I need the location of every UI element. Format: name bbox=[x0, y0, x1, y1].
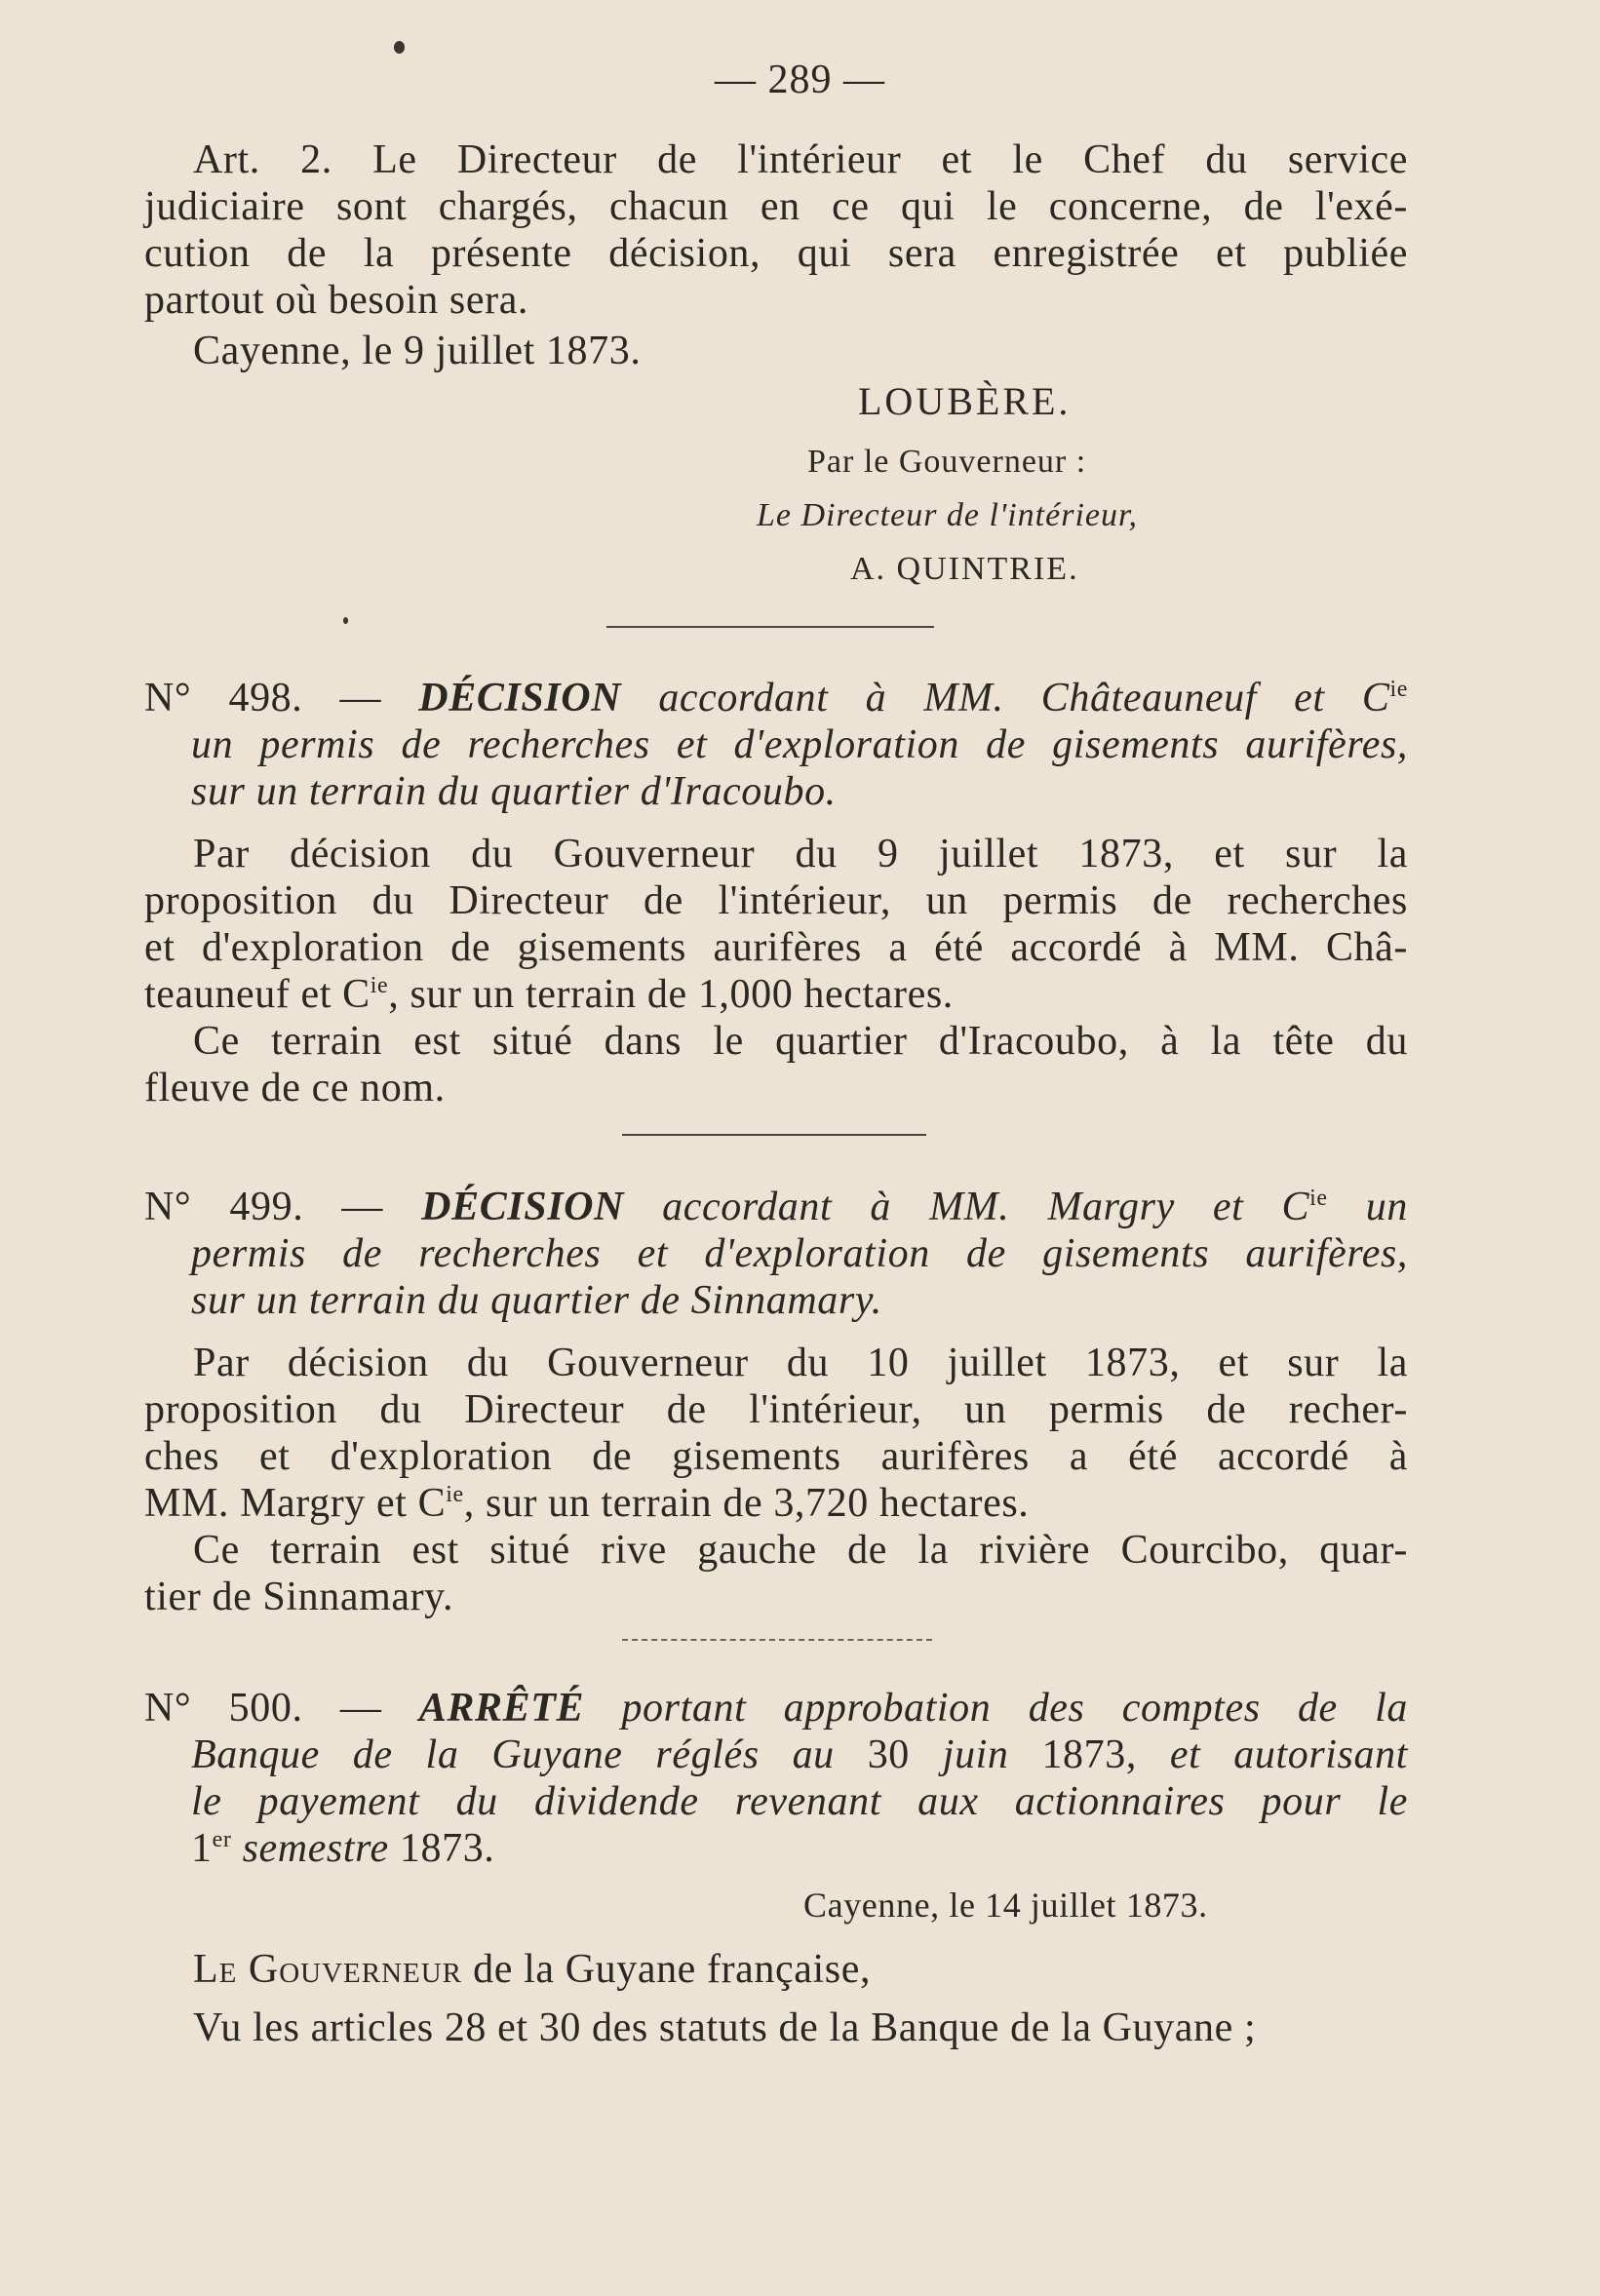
decision-499-title: sur un terrain du quartier de Sinnamary. bbox=[191, 1278, 882, 1323]
governor-signature: LOUBÈRE. bbox=[858, 379, 1072, 423]
body-line: Ce terrain est situé dans le quartier d'Iracoubo, à la tête du bbox=[193, 1019, 1408, 1064]
body-line: Ce terrain est situé rive gauche de la rivière Courcibo, quar- bbox=[193, 1528, 1408, 1573]
article-2-line: judiciaire sont chargés, chacun en ce qui le concerne, de l'exé- bbox=[144, 184, 1408, 229]
directeur-title: Le Directeur de l'intérieur, bbox=[757, 497, 1138, 533]
section-divider bbox=[622, 1134, 926, 1136]
decision-498-heading bbox=[144, 675, 1408, 721]
arrete-500-heading bbox=[144, 1685, 1408, 1732]
arrete-500-title: Banque de la Guyane réglés au 30 juin 1873, et autorisant bbox=[191, 1732, 1408, 1777]
article-2-line: Art. 2. Le Directeur de l'intérieur et le Chef du service bbox=[193, 137, 1408, 182]
decision-498-title: sur un terrain du quartier d'Iracoubo. bbox=[191, 769, 837, 814]
decision-title-part: accordant à MM. Margry et C bbox=[662, 1185, 1310, 1229]
decision-title-part: portant approbation des comptes de la bbox=[621, 1686, 1408, 1731]
decision-kind: DÉCISION bbox=[418, 676, 622, 720]
article-2 bbox=[144, 136, 1408, 374]
superscript: ie bbox=[370, 973, 389, 998]
superscript: er bbox=[212, 1827, 232, 1852]
arrete-500-title: le payement du dividende revenant aux actionnaires pour le bbox=[191, 1779, 1408, 1824]
decision-498 bbox=[144, 675, 1408, 1111]
arrete-500 bbox=[144, 1685, 1408, 2051]
vu-line: Vu les articles 28 et 30 des statuts de la Banque de la Guyane ; bbox=[193, 2005, 1257, 2050]
decision-kind: ARRÊTÉ bbox=[418, 1686, 585, 1731]
body-line: proposition du Directeur de l'intérieur, un permis de recher- bbox=[144, 1387, 1408, 1432]
decision-title-part: accordant à MM. Châteauneuf et C bbox=[658, 676, 1390, 720]
body-line: ches et d'exploration de gisements aurifères a été accordé à bbox=[144, 1434, 1408, 1479]
page-number: — 289 — bbox=[715, 58, 885, 102]
article-2-date: Cayenne, le 9 juillet 1873. bbox=[193, 329, 642, 373]
decision-499-heading bbox=[144, 1184, 1408, 1230]
section-divider bbox=[622, 1639, 932, 1641]
arrete-500-date: Cayenne, le 14 juillet 1873. bbox=[803, 1886, 1208, 1925]
body-line: et d'exploration de gisements aurifères a été accordé à MM. Châ- bbox=[144, 925, 1408, 970]
body-line: teauneuf et $C^{ie}$, sur un terrain de 1,000 hectares. bbox=[144, 972, 954, 1017]
decision-498-title: un permis de recherches et d'exploration de gisements aurifères, bbox=[191, 722, 1408, 767]
decision-number: N° 499. — bbox=[144, 1185, 384, 1229]
superscript: ie bbox=[1309, 1186, 1328, 1211]
body-line: proposition du Directeur de l'intérieur, un permis de recherches bbox=[144, 878, 1408, 923]
article-2-line: cution de la présente décision, qui sera enregistrée et publiée bbox=[144, 231, 1408, 276]
decision-498-body bbox=[144, 831, 1408, 1111]
superscript: ie bbox=[1389, 677, 1408, 702]
body-line: fleuve de ce nom. bbox=[144, 1066, 446, 1110]
decision-number: N° 498. — bbox=[144, 676, 382, 720]
gouverneur-line: Le Gouverneur de la Guyane française, bbox=[193, 1947, 872, 1992]
ink-speck bbox=[343, 617, 348, 624]
ink-speck bbox=[394, 41, 405, 54]
arrete-500-title: 1er semestre 1873. bbox=[191, 1826, 495, 1871]
body-line: MM. Margry et $C^{ie}$, sur un terrain de 3,720 hectares. bbox=[144, 1481, 1030, 1526]
decision-499-body bbox=[144, 1340, 1408, 1620]
body-line: Par décision du Gouverneur du 10 juillet 1873, et sur la bbox=[193, 1341, 1408, 1385]
decision-499 bbox=[144, 1184, 1408, 1620]
article-2-line: partout où besoin sera. bbox=[144, 278, 529, 323]
gouverneur-smallcaps: Le Gouverneur bbox=[193, 1947, 463, 1992]
par-le-gouverneur: Par le Gouverneur : bbox=[807, 444, 1087, 480]
superscript: ie bbox=[446, 1482, 464, 1507]
decision-499-title: permis de recherches et d'exploration de gisements aurifères, bbox=[191, 1231, 1408, 1276]
body-line: Par décision du Gouverneur du 9 juillet 1873, et sur la bbox=[193, 832, 1408, 876]
decision-number: N° 500. — bbox=[144, 1686, 382, 1731]
body-line: tier de Sinnamary. bbox=[144, 1575, 454, 1619]
section-divider bbox=[606, 626, 934, 628]
decision-title-part: un bbox=[1365, 1185, 1408, 1229]
decision-kind: DÉCISION bbox=[421, 1185, 625, 1229]
directeur-name: A. QUINTRIE. bbox=[850, 551, 1079, 587]
